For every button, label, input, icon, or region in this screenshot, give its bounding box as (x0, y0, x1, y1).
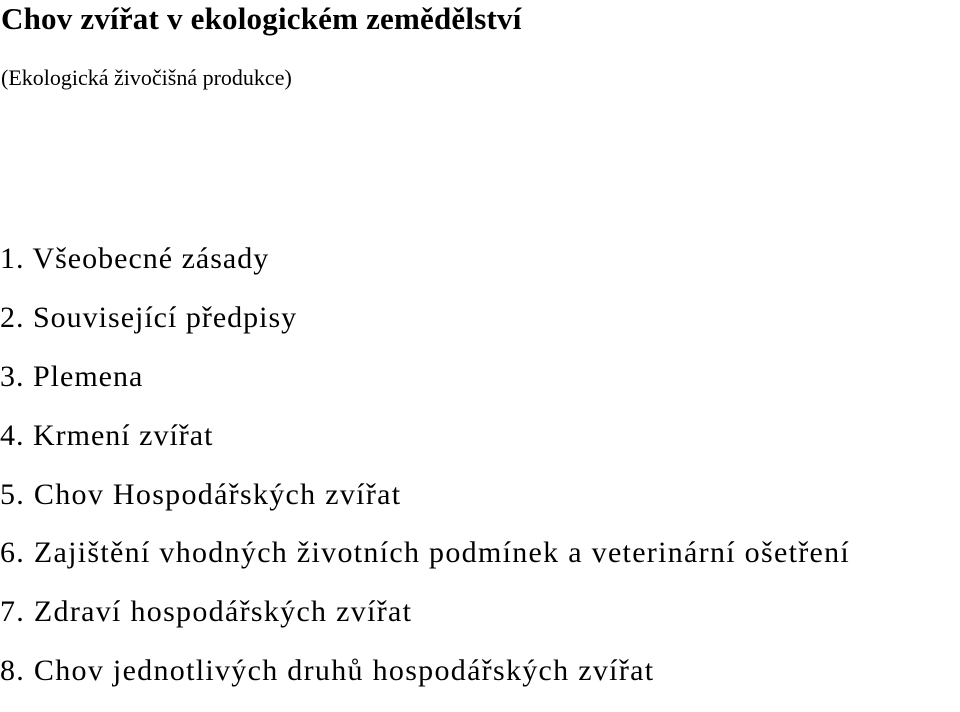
toc-item-label: Chov Hospodářských zvířat (33, 477, 402, 511)
toc-item-label: Související předpisy (33, 300, 298, 334)
document-subtitle: (Ekologická živočišná produkce) (1, 65, 292, 90)
toc-item-1 (0, 241, 850, 300)
toc-item-6 (0, 535, 850, 594)
toc-item-4 (0, 418, 850, 477)
toc-item-label: Plemena (33, 359, 144, 393)
toc-item-number: 3. (0, 359, 25, 393)
toc-item-5 (0, 477, 850, 536)
toc-item-number: 1. (0, 242, 25, 275)
toc-item-label: Všeobecné zásady (32, 242, 270, 275)
toc-item-7 (0, 594, 850, 653)
toc-item-label: Zdraví hospodářských zvířat (33, 595, 413, 629)
table-of-contents (0, 241, 850, 712)
toc-item-label: Krmení zvířat (33, 418, 214, 452)
toc-item-number: 4. (0, 418, 25, 452)
toc-item-number: 8. (0, 654, 26, 688)
toc-item-number: 2. (0, 300, 25, 334)
toc-item-3 (0, 359, 850, 418)
toc-item-number: 6. (0, 536, 26, 570)
toc-item-8 (0, 653, 850, 712)
document-title: Chov zvířat v ekologickém zemědělství (1, 1, 522, 36)
toc-item-label: Chov jednotlivých druhů hospodářských zvířat (33, 654, 655, 688)
toc-item-2 (0, 300, 850, 359)
toc-item-label: Zajištění vhodných životních podmínek a veterinární ošetření (33, 536, 851, 570)
toc-item-number: 5. (0, 477, 26, 511)
toc-item-number: 7. (0, 595, 26, 629)
